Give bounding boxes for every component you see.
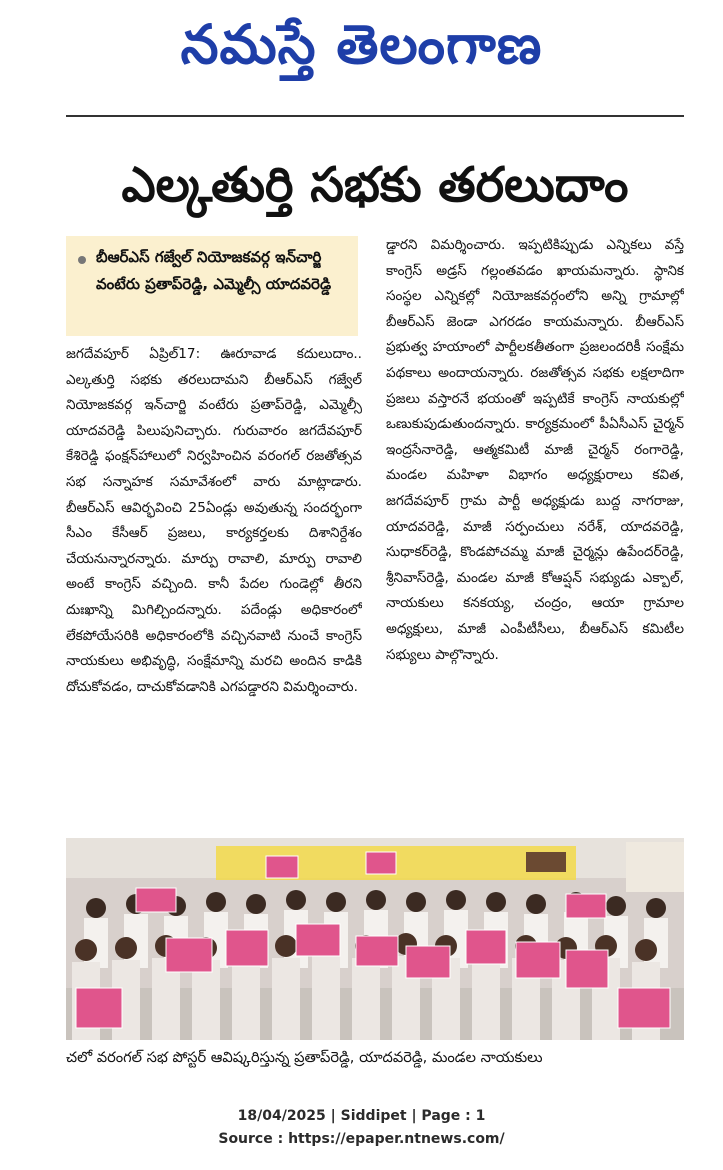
footer-date-line: 18/04/2025 | Siddipet | Page : 1	[237, 1108, 486, 1124]
top-rule	[66, 115, 684, 117]
footer-source-line: Source : https://epaper.ntnews.com/	[218, 1131, 505, 1147]
article-photo	[66, 838, 684, 1040]
masthead-title: నమస్తే తెలంగాణ	[180, 13, 543, 76]
right-column-text: డ్డారని విమర్శించారు. ఇప్పటికిప్పుడు ఎన్నికలు వస్తే కాంగ్రెస్ అడ్రస్ గల్లంతవడం ఖాయమన్నారు. స్థానిక సంస్థల ఎన్నికల్లో నియోజకవర్గంలోని అన్ని గ్రామాల్లో బీఆర్ఎస్ జెండా ఎగరడం కాయమన్నారు. బీఆర్ఎస్ ప్రభుత్వ హయాంలో పార్టీలకతీతంగా ప్రజలందరికీ సంక్షేమ పథకాలు అందాయన్నారు. రజతోత్సవ సభకు లక్షలాదిగా ప్రజలు వస్తారనే భయంతో ఇప్పటికే కాంగ్రెస్ నాయకుల్లో ఒణుకుపుడుతుందన్నారు. కార్యక్రమంలో పీఏసీఎస్ చైర్మన్ ఇంద్రసేనారెడ్డి, ఆత్మకమిటీ మాజీ చైర్మన్ రంగారెడ్డి, మండల మహిళా విభాగం అధ్యక్షురాలు కవిత, జగదేవపూర్ గ్రామ పార్టీ అధ్యక్షుడు బుద్ద నాగరాజు, యాదవరెడ్డి, మాజీ సర్పంచులు నరేశ్, యాదవరెడ్డి, సుధాకర్‌రెడ్డి, కొండపోచమ్మ మాజీ చైర్మన్లు ఉపేందర్‌రెడ్డి, శ్రీనివాస్‌రెడ్డి, మండల మాజీ కోఆప్షన్ సభ్యుడు ఎక్బాల్, నాయకులు కనకయ్య, చంద్రం, ఆయా గ్రామాల అధ్యక్షులు, మాజీ ఎంపీటీసీలు, బీఆర్ఎస్ కమిటీల సభ్యులు పాల్గొన్నారు.	[386, 237, 684, 663]
newspaper-masthead	[0, 4, 723, 86]
article-headline: ఎల్కతుర్తి సభకు తరలుదాం	[121, 157, 629, 213]
article-column-right	[386, 233, 684, 819]
article-column-left	[66, 342, 362, 822]
highlight-box	[66, 236, 358, 336]
bullet-icon	[78, 256, 86, 264]
group-photo-illustration	[66, 838, 684, 1040]
photo-caption: చలో వరంగల్ సభ పోస్టర్ ఆవిష్కరిస్తున్న ప్రతాప్‌రెడ్డి, యాదవరెడ్డి, మండల నాయకులు	[66, 1049, 543, 1066]
highlight-text: బీఆర్ఎస్ గజ్వేల్ నియోజకవర్గ ఇన్‌చార్జి వంటేరు ప్రతాప్‌రెడ్డి, ఎమ్మెల్సీ యాదవరెడ్డి	[96, 248, 332, 293]
left-column-text: జగదేవపూర్ ఏప్రిల్17: ఊరూవాడ కదులుదాం.. ఎల్కతుర్తి సభకు తరలుదామని బీఆర్ఎస్ గజ్వేల్ నియోజకవర్గ ఇన్‌చార్జి వంటేరు ప్రతాప్‌రెడ్డి, ఎమ్మెల్సీ యాదవరెడ్డి పిలుపునిచ్చారు. గురువారం జగదేవపూర్ కేశిరెడ్డి ఫంక్షన్‌హాలులో నిర్వహించిన వరంగల్ రజతోత్సవ సభ సన్నాహక సమావేశంలో వారు మాట్లాడారు. బీఆర్ఎస్ ఆవిర్భవించి 25ఏండ్లు అవుతున్న సందర్భంగా సీఎం కేసీఆర్ ప్రజలు, కార్యకర్తలకు దిశానిర్దేశం చేయనున్నారన్నారు. మార్పు రావాలి, మార్పు రావాలి అంటే కాంగ్రెస్ వచ్చింది. కానీ పేదల గుండెల్లో తీరని దుఃఖాన్ని మిగిల్చిందన్నారు. పదేండ్లు అధికారంలో లేకపోయేసరికి అధికారంలోకి వచ్చినవాటి నుంచే కాంగ్రెస్ నాయకులు అభివృద్ధి, సంక్షేమాన్ని మరచి అందిన కాడికి దోచుకోవడం, దాచుకోవడానికి ఎగపడ్డారని విమర్శించారు.	[66, 346, 362, 695]
